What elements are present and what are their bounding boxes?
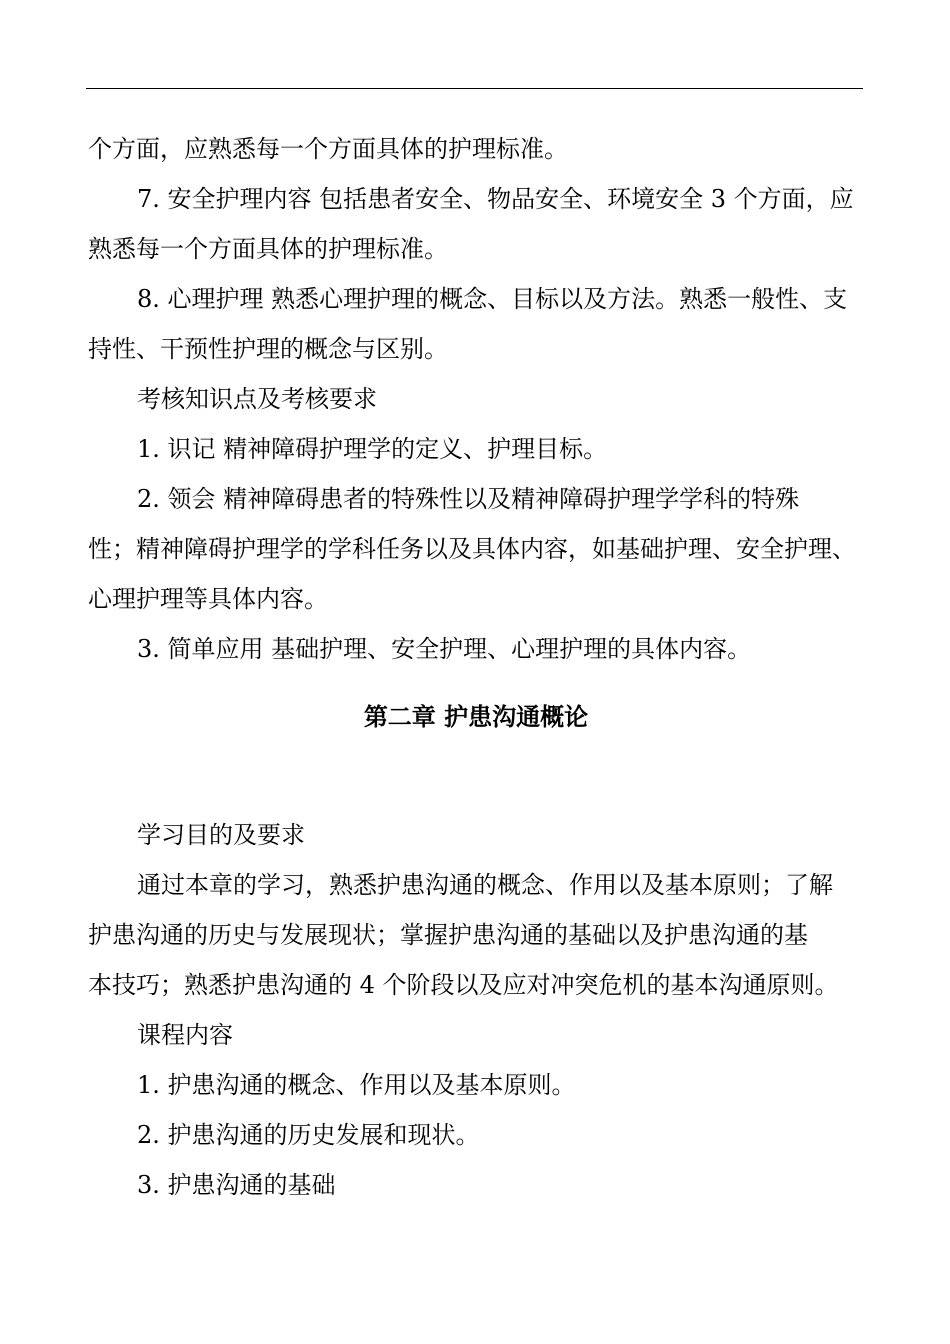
text-line: 学习目的及要求 — [137, 821, 305, 849]
text-line: 考核知识点及考核要求 — [137, 385, 377, 413]
text-line: 3. 简单应用 基础护理、安全护理、心理护理的具体内容。 — [137, 635, 752, 663]
text-line: 2. 领会 精神障碍患者的特殊性以及精神障碍护理学学科的特殊 — [137, 485, 800, 513]
spacer — [88, 742, 864, 792]
text-line: 护患沟通的历史与发展现状；掌握护患沟通的基础以及护患沟通的基 — [88, 921, 808, 949]
text-line: 心理护理等具体内容。 — [88, 585, 328, 613]
page-body — [88, 124, 864, 1210]
text-line: 通过本章的学习，熟悉护患沟通的概念、作用以及基本原则；了解 — [137, 871, 833, 899]
text-line: 熟悉每一个方面具体的护理标准。 — [88, 235, 448, 263]
text-line: 3. 护患沟通的基础 — [137, 1171, 336, 1199]
text-line: 持性、干预性护理的概念与区别。 — [88, 335, 448, 363]
section-before-chapter — [88, 124, 864, 674]
spacer — [88, 792, 864, 810]
text-line: 1. 识记 精神障碍护理学的定义、护理目标。 — [137, 435, 608, 463]
chapter-title: 第二章 护患沟通概论 — [363, 703, 589, 731]
text-line: 7. 安全护理内容 包括患者安全、物品安全、环境安全 3 个方面，应 — [137, 185, 854, 213]
text-line: 1. 护患沟通的概念、作用以及基本原则。 — [137, 1071, 576, 1099]
text-line: 2. 护患沟通的历史发展和现状。 — [137, 1121, 480, 1149]
text-line: 8. 心理护理 熟悉心理护理的概念、目标以及方法。熟悉一般性、支 — [137, 285, 848, 313]
header-rule — [86, 88, 863, 89]
section-after-chapter — [88, 810, 864, 1210]
text-line: 课程内容 — [137, 1021, 233, 1049]
text-line: 性；精神障碍护理学的学科任务以及具体内容，如基础护理、安全护理、 — [88, 535, 856, 563]
spacer — [88, 674, 864, 692]
text-line: 本技巧；熟悉护患沟通的 4 个阶段以及应对冲突危机的基本沟通原则。 — [88, 971, 839, 999]
text-line: 个方面，应熟悉每一个方面具体的护理标准。 — [88, 135, 568, 163]
